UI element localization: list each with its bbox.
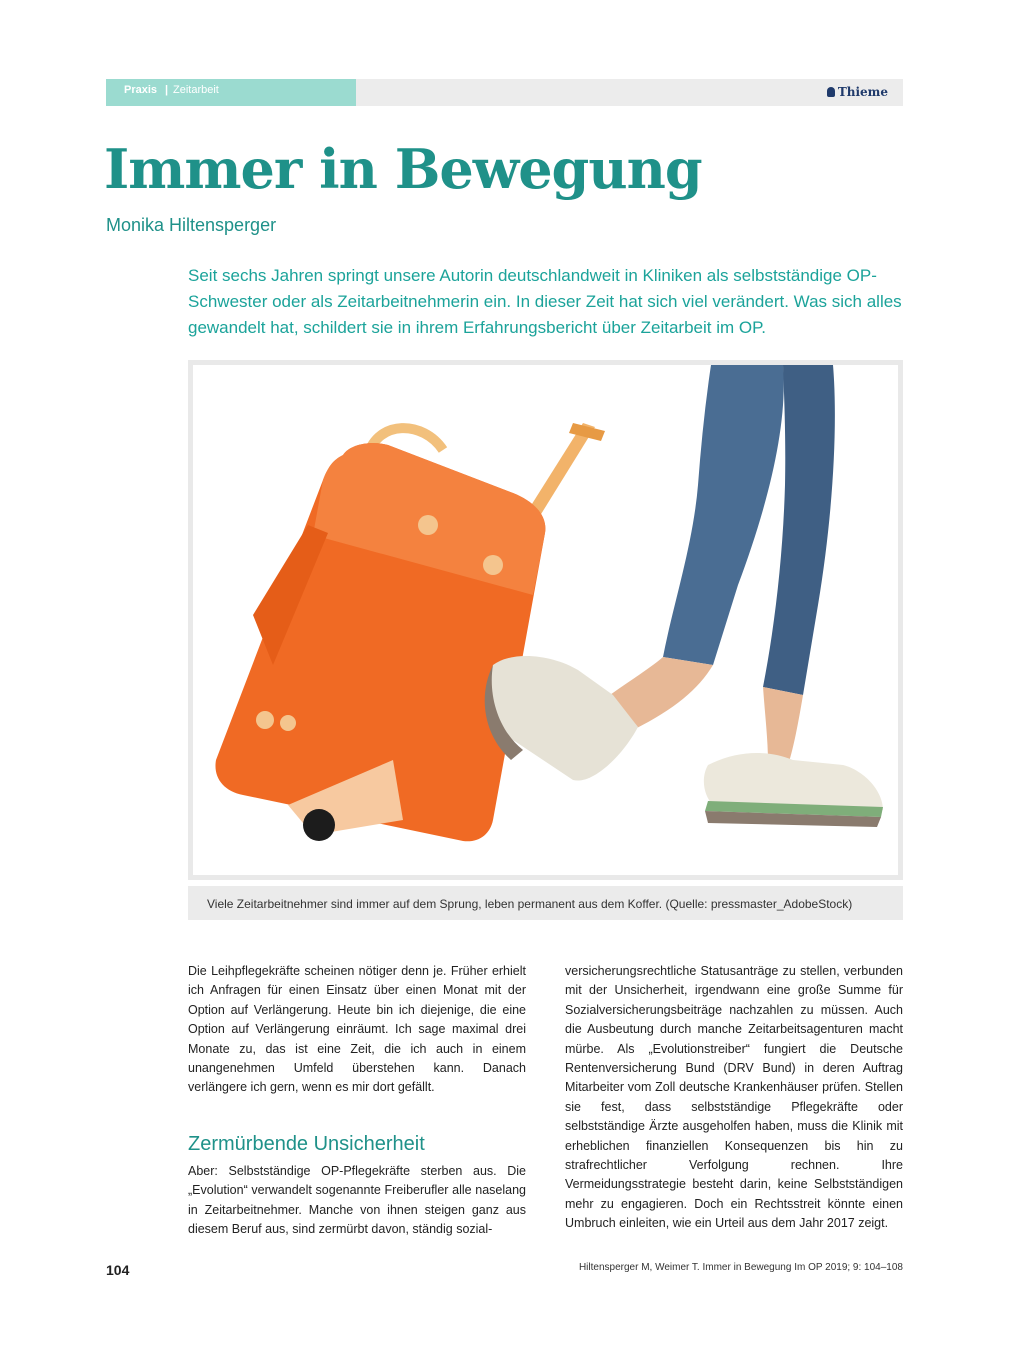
publisher-name: Thieme	[837, 85, 888, 99]
section-tab	[106, 79, 356, 106]
publisher-logo	[827, 85, 888, 99]
jeans-leg-back	[663, 365, 784, 665]
calf-front	[763, 687, 803, 765]
body-paragraph: Aber: Selbstständige OP-Pflegekräfte sterben aus. Die „Evolution“ verwandelt sogenannte Freiberufler alle naselang in Zeitarbeitnehmer. Manche von ihnen steigen ganz aus diesem Beruf aus, sind zermürbt davon, ständig sozial-	[188, 1163, 526, 1237]
article-lead: Seit sechs Jahren springt unsere Autorin deutschlandweit in Kliniken als selbstständige OP-Schwester oder als Zeitarbeitnehmerin ein. In dieser Zeit hat sich viel verändert. Was sich alles gewandelt hat, schildert sie in ihrem Erfahrungsbericht über Zeitarbeit im OP.	[188, 266, 902, 337]
suitcase-stud	[418, 515, 438, 535]
figure-caption: Viele Zeitarbeitnehmer sind immer auf dem Sprung, leben permanent aus dem Koffer. (Quelle: pressmaster_AdobeStock)	[207, 897, 853, 911]
figure	[188, 360, 903, 880]
section-separator: |	[165, 84, 169, 96]
section-label: Praxis	[124, 84, 158, 96]
suitcase-stud	[280, 715, 296, 731]
suitcase-illustration	[193, 365, 898, 875]
topic-label: Zeitarbeit	[173, 84, 219, 96]
article-author: Monika Hiltensperger	[106, 215, 277, 235]
body-column-left	[188, 962, 526, 1239]
sneaker-front	[704, 753, 883, 810]
citation-footer: Hiltensperger M, Weimer T. Immer in Bewegung Im OP 2019; 9: 104–108	[578, 1262, 903, 1273]
suitcase-wheel	[303, 809, 335, 841]
figure-caption-bar	[188, 886, 903, 920]
figure-photo	[193, 365, 898, 875]
page-number: 104	[106, 1262, 130, 1278]
sneaker-back	[490, 656, 638, 781]
body-paragraph: Die Leihpflegekräfte scheinen nötiger denn je. Früher erhielt ich Anfragen für einen Einsatz über einen Monat mit der Option auf Verlängerung. Heute bin ich diejenige, die eine Option auf Verlängerung einräumt. Ich sage maximal drei Monate zu, das ist eine Zeit, die ich auch in einem unangenehmen Umfeld überstehen kann. Danach verlängere ich gern, wenn es mir dort gefällt.	[188, 964, 526, 1095]
article-title: Immer in Bewegung	[104, 137, 702, 201]
body-paragraph: versicherungsrechtliche Statusanträge zu stellen, verbunden mit der Unsicherheit, irgendwann eine große Summe für Sozialversicherungsbeiträge nachzahlen zu müssen. Auch die Ausbeutung durch manche Zeitarbeitsagenturen macht mürbe. Als „Evolutionstreiber“ fungiert die Deutsche Rentenversicherung Bund (DRV Bund) in deren Auftrag Mitarbeiter vom Zoll deutsche Krankenhäuser prüfen. Stellen sie fest, dass selbstständige Pflegekräfte oder selbstständige Ärzte ausgeholfen haben, muss die Klinik mit erheblichen finanziellen Konsequenzen bis hin zu strafrechtlicher Verfolgung rechnen. Ihre Vermeidungsstrategie besteht darin, keine Selbstständigen mehr zu engagieren. Doch ein Rechtsstreit könnte einen Umbruch einleiten, wie ein Urteil aus dem Jahr 2017 zeigt.	[565, 964, 903, 1231]
body-column-right	[565, 962, 903, 1234]
section-subheading: Zermürbende Unsicherheit	[188, 1132, 425, 1155]
trolley-handle	[525, 423, 595, 519]
thieme-logo-icon	[827, 87, 835, 97]
suitcase-stud	[256, 711, 274, 729]
suitcase-stud	[483, 555, 503, 575]
running-header	[106, 79, 903, 106]
